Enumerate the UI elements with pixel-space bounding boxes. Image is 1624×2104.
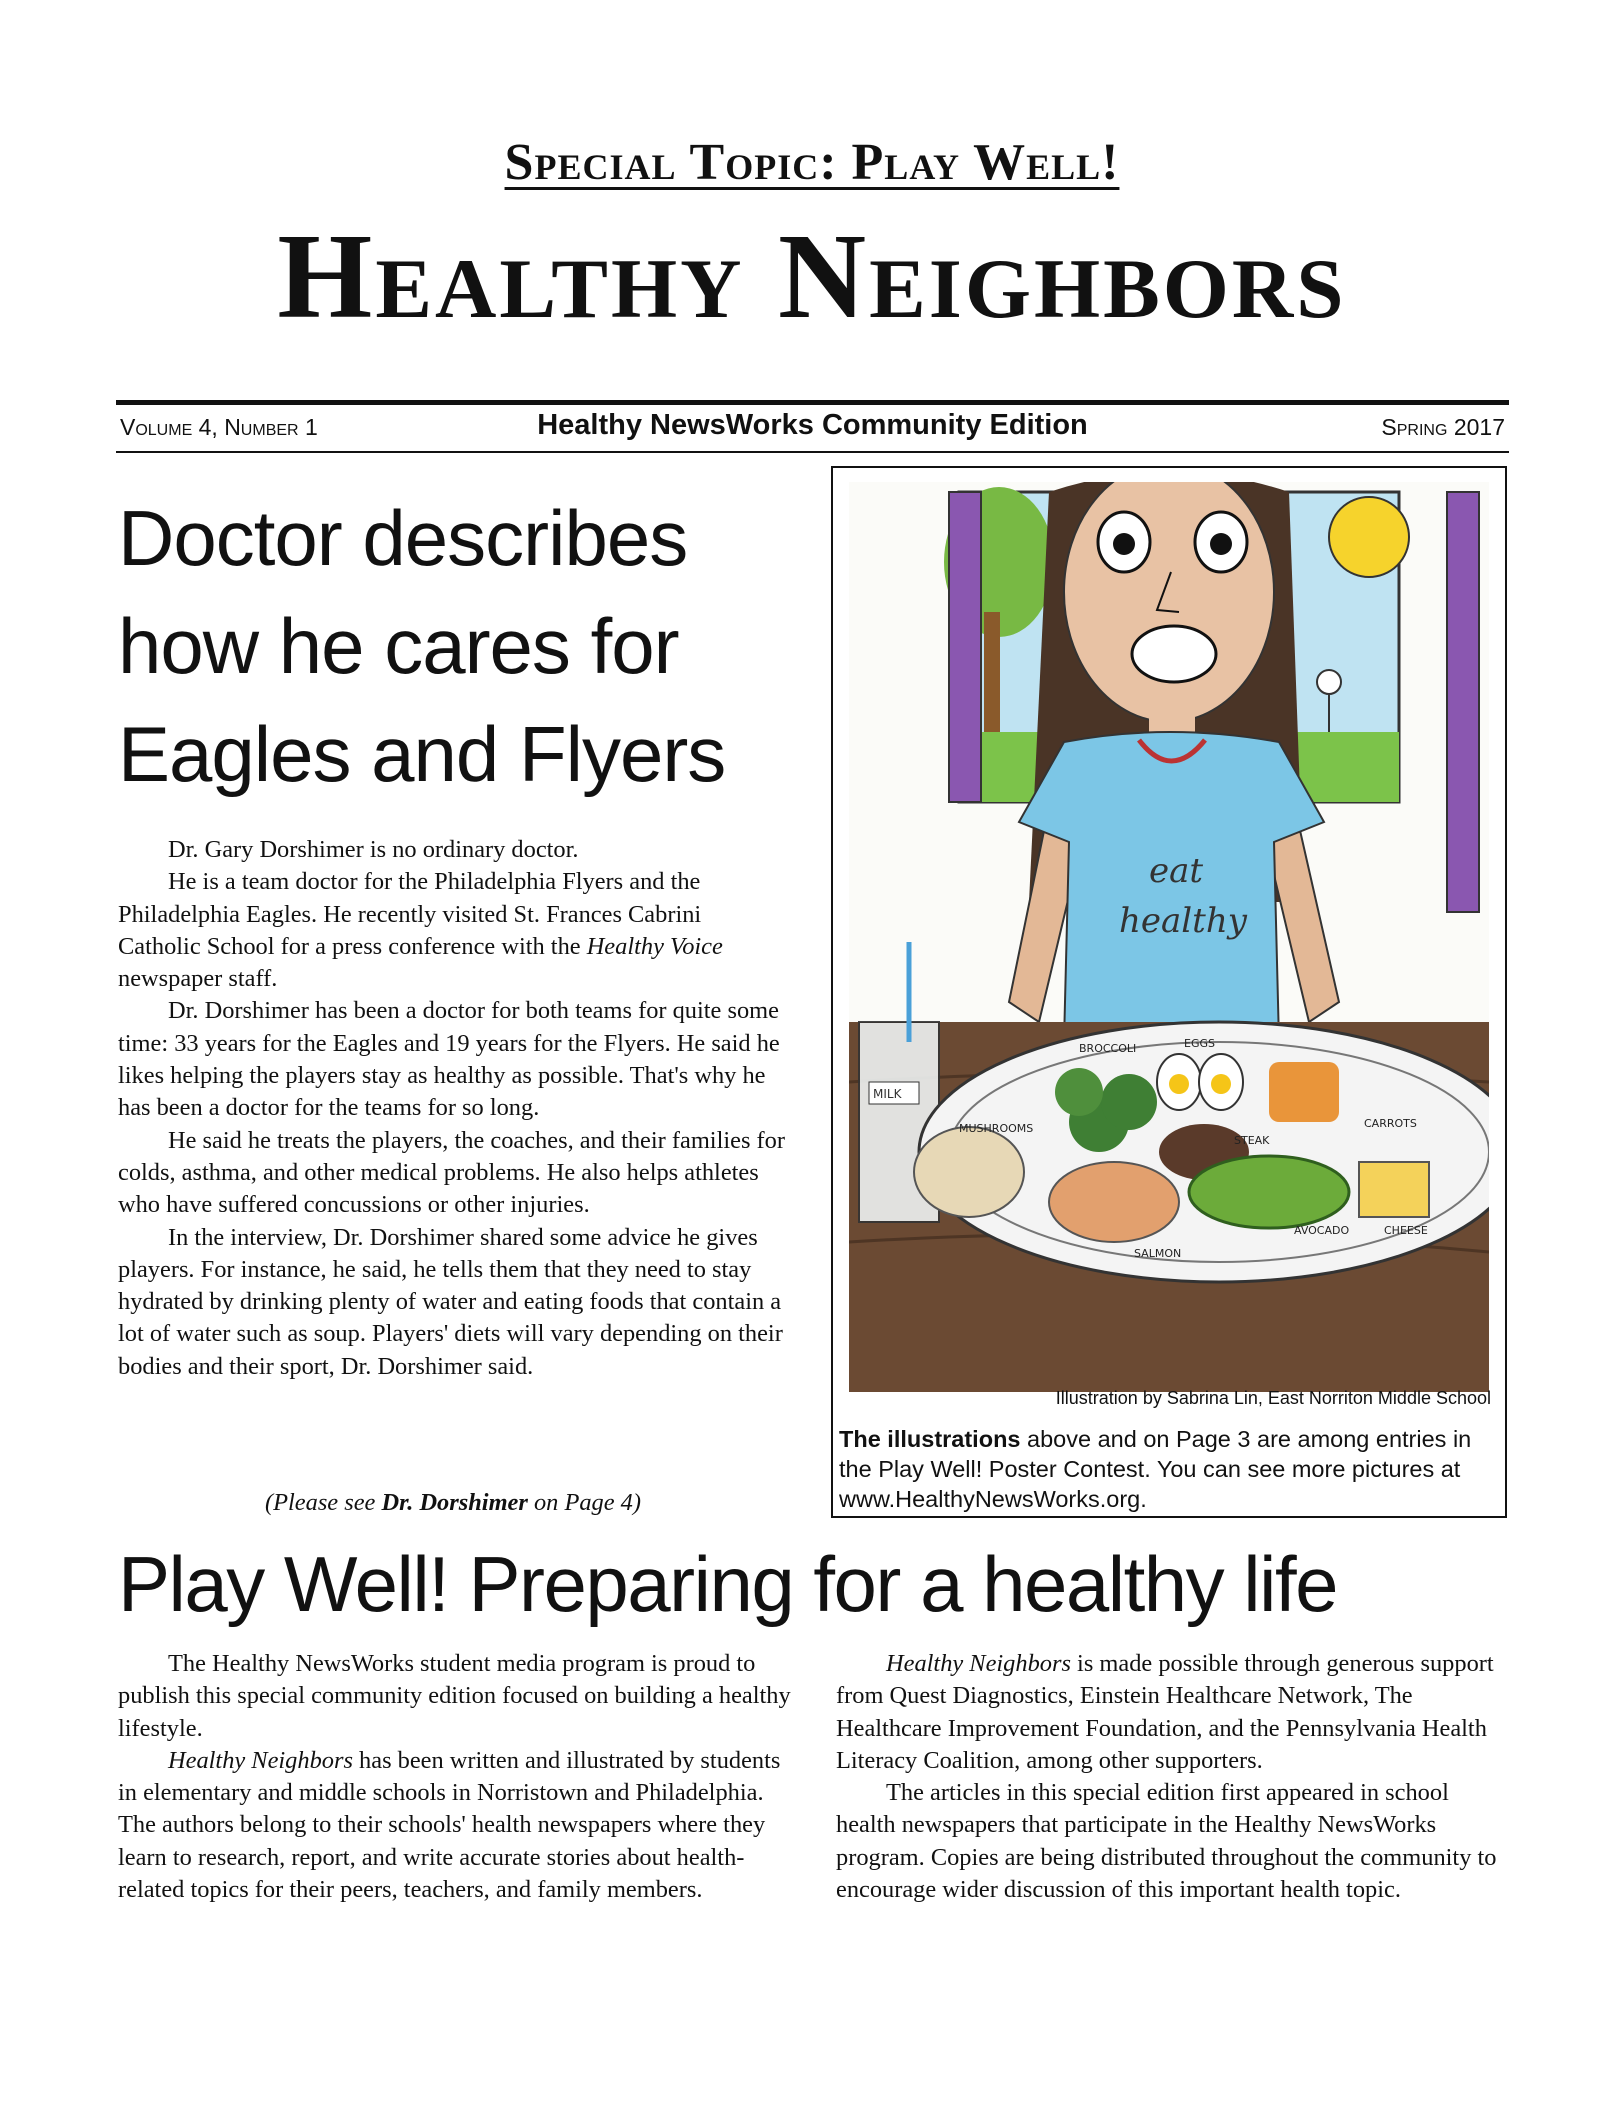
publication-name: Healthy Neighbors [886,1650,1071,1677]
label-milk: MILK [873,1087,902,1101]
publication-name: Healthy Neighbors [168,1746,353,1774]
shirt-text-eat: eat [1149,851,1204,891]
label-steak: STEAK [1234,1134,1270,1147]
poster-illustration [849,482,1489,1392]
issue-info-bar [120,408,1505,450]
paragraph: The Healthy NewsWorks student media program is proud to publish this special community edition focused on building a healthy lifestyle. [118,1650,791,1742]
illustration-credit: Illustration by Sabrina Lin, East Norriton Middle School [1055,1388,1491,1408]
label-broccoli: BROCCOLI [1079,1042,1137,1055]
headline-line: Eagles and Flyers [118,710,726,798]
label-avocado: AVOCADO [1294,1224,1350,1237]
continuation-ref: Dr. Dorshimer [381,1489,528,1516]
illustration-caption [839,1424,1499,1514]
volume-number: Volume 4, Number 1 [120,414,318,440]
paragraph: He said he treats the players, the coaches, and their families for colds, asthma, and other medical problems. He also helps athletes who have suffered concussions or other injuries. [118,1126,785,1219]
newspaper-name: Healthy Voice [586,932,723,960]
paragraph [118,1745,798,1906]
label-eggs: EGGS [1184,1037,1215,1050]
headline-line: how he cares for [118,602,679,690]
masthead-rule-top [116,400,1509,405]
paragraph: The articles in this special edition first appeared in school health newspapers that participate in the Healthy NewsWorks program. Copies are being distributed throughout the community to encourage wider discussion of this important health topic. [836,1779,1497,1904]
text-run: He is a team doctor for the Philadelphia Flyers and the Philadelphia Eagles. He recently visited St. Frances Cabrini Catholic School for a press conference with the [118,868,702,960]
continuation-note [118,1489,788,1517]
issue-season: Spring 2017 [1381,414,1505,440]
edition-name: Healthy NewsWorks Community Edition [537,409,1088,441]
paragraph: Dr. Gary Dorshimer is no ordinary doctor. [168,836,579,863]
label-carrots: CARROTS [1364,1117,1417,1130]
article-body-left [118,1648,798,1906]
headline-line: Doctor describes [118,494,688,582]
paragraph: In the interview, Dr. Dorshimer shared some advice he gives players. For instance, he said, he tells them that they need to stay hydrated by drinking plenty of water and eating foods that contain a lot of water such as soup. Players' diets will vary depending on their bodies and their sport, Dr. Dorshimer said. [118,1223,783,1380]
label-mushrooms: MUSHROOMS [959,1122,1034,1135]
article-body-right [836,1648,1506,1906]
caption-text: above and on Page 3 are among entries in the Play Well! Poster Contest. You can see more pictures at www.HealthyNewsWorks.org. [839,1426,1472,1512]
text-run: on Page 4) [527,1489,641,1516]
caption-lead: The illustrations [839,1426,1021,1452]
text-run: newspaper staff. [118,965,278,993]
article-headline-doctor [118,484,798,808]
paragraph [118,866,788,995]
masthead-rule-bottom [116,451,1509,453]
shirt-text-healthy: healthy [1119,901,1247,941]
special-topic-heading: Special Topic: Play Well! [504,134,1120,191]
article-body-doctor [118,834,788,1383]
paragraph: Dr. Dorshimer has been a doctor for both teams for quite some time: 33 years for the Eagles and 19 years for the Flyers. He said he likes helping the players stay as healthy as possible. That's why he has been a doctor for the teams for so long. [118,997,780,1122]
article-headline-play-well: Play Well! Preparing for a healthy life [118,1540,1338,1628]
label-salmon: SALMON [1134,1247,1182,1260]
text-run: (Please see [265,1489,382,1516]
masthead-title: Healthy Neighbors [277,209,1347,344]
paragraph [836,1648,1506,1777]
text-run: has been written and illustrated by students in elementary and middle schools in Norristown and Philadelphia. The authors belong to their schools' health newspapers where they learn to research, report, and write accurate stories about health-related topics for their peers, teachers, and family members. [118,1746,781,1904]
illustration-box [831,466,1507,1518]
label-cheese: CHEESE [1384,1224,1428,1237]
text-run: is made possible through generous support from Quest Diagnostics, Einstein Healthcare Network, The Healthcare Improvement Foundation, and the Pennsylvania Health Literacy Coalition, among other supporters. [836,1650,1494,1774]
